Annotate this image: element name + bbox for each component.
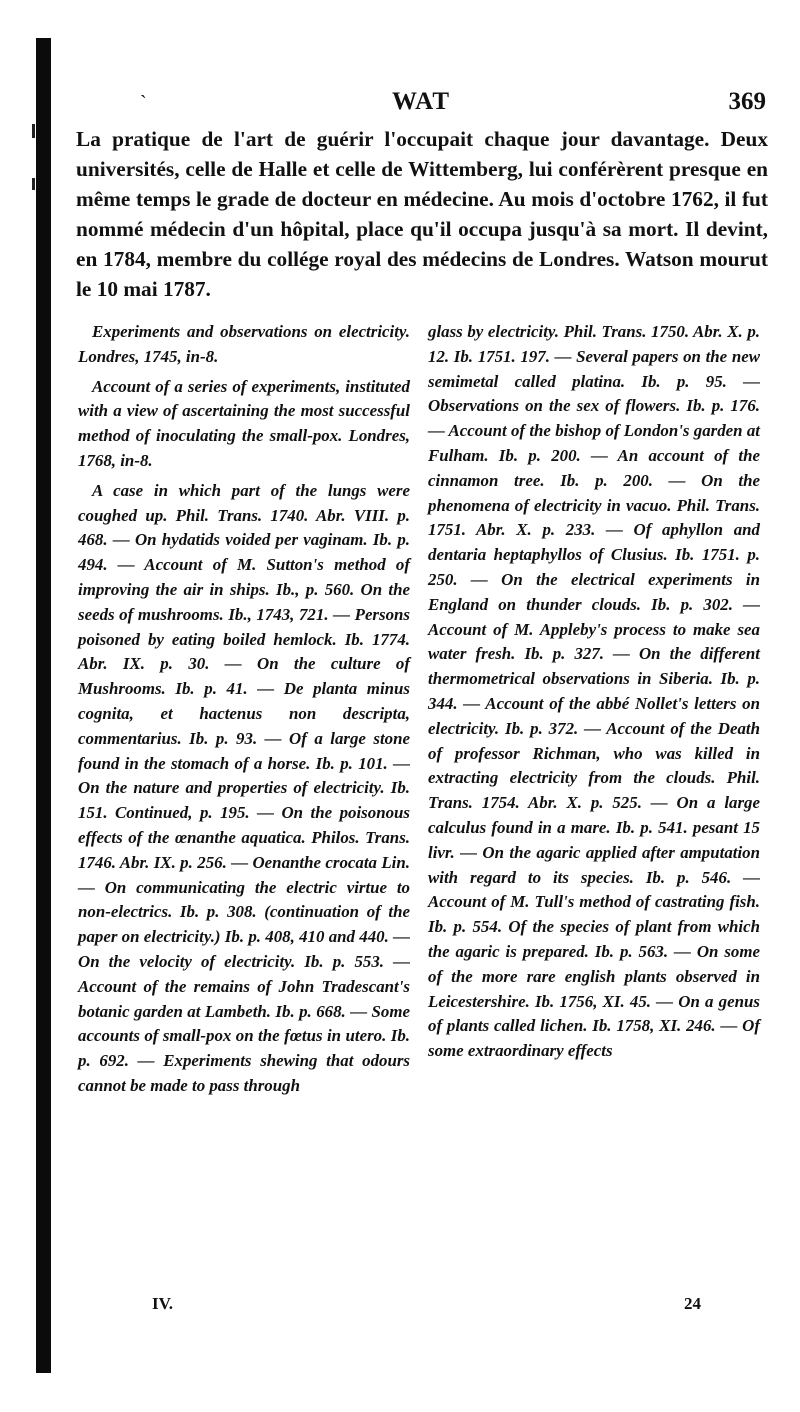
scan-mark	[32, 124, 35, 138]
scan-margin-bar	[36, 38, 51, 1373]
scan-mark	[32, 178, 35, 190]
header-tick-mark: `	[140, 92, 147, 114]
intro-paragraph: La pratique de l'art de guérir l'occupait chaque jour davantage. Deux universités, celle de Halle et celle de Wittemberg, lui conférèrent presque en même temps le grade de docteur en médecine. Au mois d'octobre 1762, il fut nommé médecin d'un hôpital, place qu'il occupa jusqu'à sa mort. Il devint, en 1784, membre du collége royal des médecins de Londres. Watson mourut le 10 mai 1787.	[76, 127, 768, 301]
running-header	[76, 88, 766, 124]
page-footer	[76, 1294, 766, 1324]
left-column	[78, 320, 410, 1099]
bibliography-entry-continued: glass by electricity. Phil. Trans. 1750. Abr. X. p. 12. Ib. 1751. 197. — Several papers on the new semimetal called platina. Ib. p. 95. — Observations on the sex of flowers. Ib. p. 176. — Account of the bishop of London's garden at Fulham. Ib. p. 200. — An account of the cinnamon tree. Ib. p. 200. — On the phenomena of electricity in vacuo. Phil. Trans. 1751. Abr. X. p. 233. — Of aphyllon and dentaria heptaphyllos of Clusius. Ib. 1751. p. 250. — On the electrical experiments in England on thunder clouds. Ib. p. 302. — Account of M. Appleby's process to make sea water fresh. Ib. p. 327. — On the different thermometrical observations in Siberia. Ib. p. 344. — Account of the abbé Nollet's letters on electricity. Ib. p. 372. — Account of the Death of professor Richman, who was killed in extracting electricity from the clouds. Phil. Trans. 1754. Abr. X. p. 525. — On a large calculus found in a mare. Ib. p. 541. pesant 15 livr. — On the agaric applied after amputation with regard to its species. Ib. p. 546. — Account of M. Tull's method of castrating fish. Ib. p. 554. Of the species of plant from which the agaric is prepared. Ib. p. 563. — On some of the more rare english plants observed in Leicestershire. Ib. 1756, XI. 45. — On a genus of plants called lichen. Ib. 1758, XI. 246. — Of some extraordinary effects	[428, 322, 760, 1061]
signature-mark-volume: IV.	[152, 1294, 173, 1313]
page-number: 369	[728, 88, 766, 115]
signature-mark-gathering: 24	[684, 1294, 701, 1313]
running-title: WAT	[391, 88, 451, 115]
right-column	[428, 320, 760, 1064]
bibliography-entry: Account of a series of experiments, instituted with a view of ascertaining the most successful method of inoculating the small-pox. Londres, 1768, in-8.	[78, 376, 410, 470]
bibliography-entry: Experiments and observations on electricity. Londres, 1745, in-8.	[78, 322, 410, 366]
bibliography-entry: A case in which part of the lungs were coughed up. Phil. Trans. 1740. Abr. VIII. p. 468. — On hydatids voided per vaginam. Ib. p. 494. — Account of M. Sutton's method of improving the air in ships. Ib., p. 560. On the seeds of mushrooms. Ib., 1743, 721. — Persons poisoned by eating boiled hemlock. Ib. 1774. Abr. IX. p. 30. — On the culture of Mushrooms. Ib. p. 41. — De planta minus cognita, et hactenus non descripta, commentarius. Ib. p. 93. — Of a large stone found in the stomach of a horse. Ib. p. 101. — On the nature and properties of electricity. Ib. 151. Continued, p. 195. — On the poisonous effects of the œnanthe aquatica. Philos. Trans. 1746. Abr. IX. p. 256. — Oenanthe crocata Lin. — On communicating the electric virtue to non-electrics. Ib. p. 308. (continuation of the paper on electricity.) Ib. p. 408, 410 and 440. — On the velocity of electricity. Ib. p. 553. — Account of the remains of John Tradescant's botanic garden at Lambeth. Ib. p. 668. — Some accounts of small-pox on the fœtus in utero. Ib. p. 692. — Experiments shewing that odours cannot be made to pass through	[78, 480, 410, 1095]
